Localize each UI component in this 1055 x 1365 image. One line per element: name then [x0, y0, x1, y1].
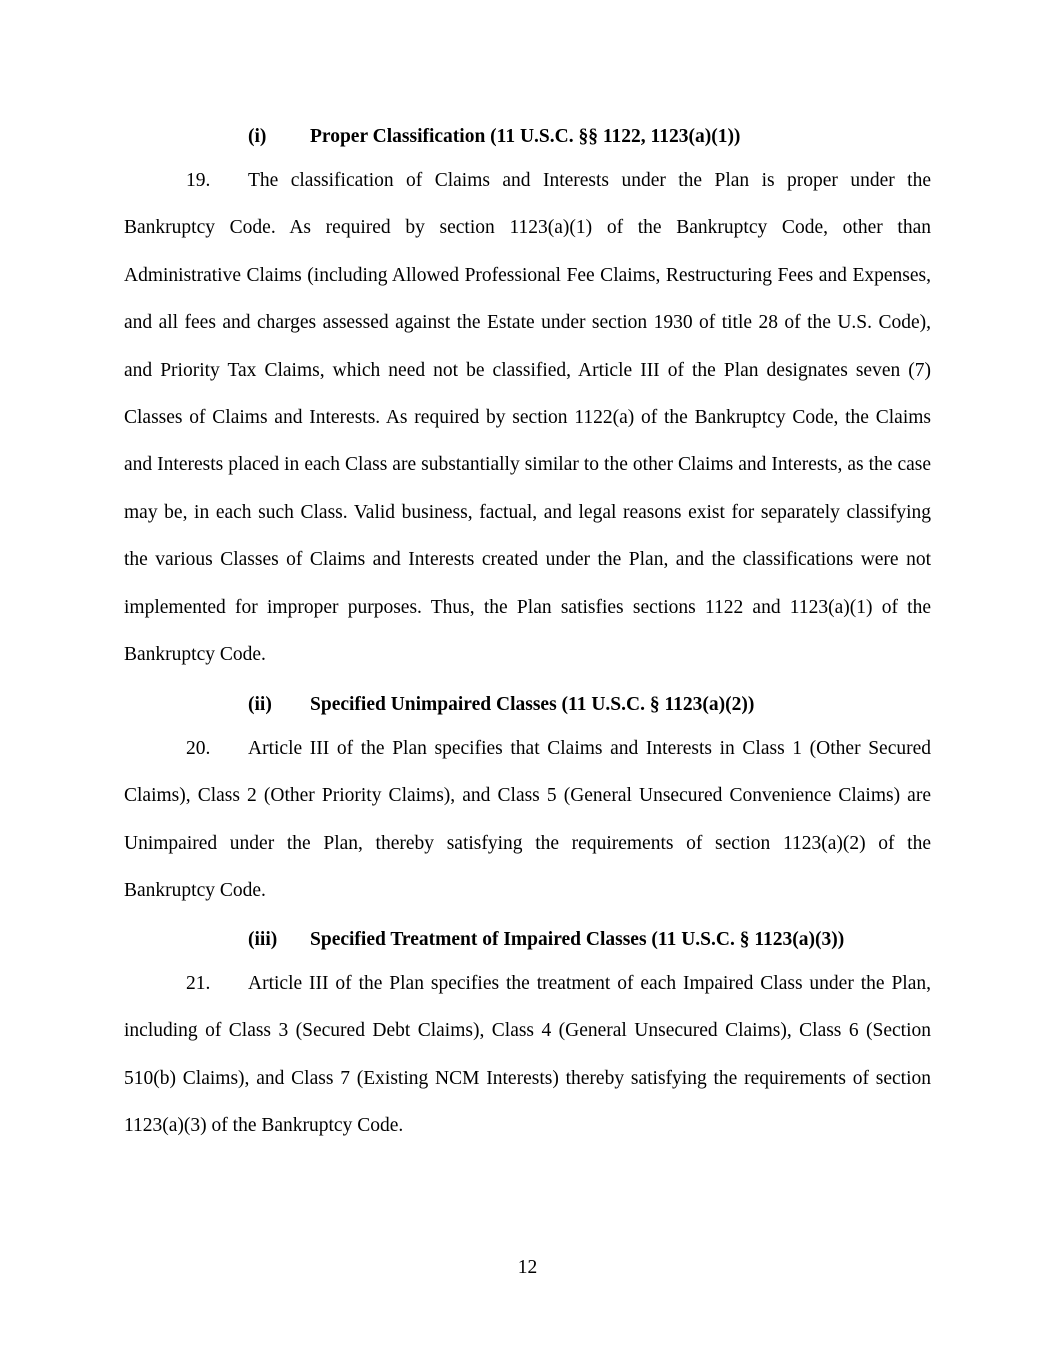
paragraph-text: Article III of the Plan specifies the treatment of each Impaired Class under the Plan, including of Class 3 (Secured Debt Claims), Class 4 (General Unsecured Claims), Class 6 (Section 510(b) Claims), and Class 7 (Existing NCM Interests) thereby satisfying the requirements of section 1123(a)(3) of the Bankruptcy Code.: [124, 973, 931, 1137]
heading-title: Specified Unimpaired Classes (11 U.S.C. § 1123(a)(2)): [310, 694, 755, 715]
page-number: 12: [517, 1257, 538, 1278]
paragraph-20: [124, 725, 931, 915]
paragraph-text: The classification of Claims and Interests under the Plan is proper under the Bankruptcy Code. As required by section 1123(a)(1) of the Bankruptcy Code, other than Administrative Claims (including Allowed Professional Fee Claims, Restructuring Fees and Expenses, and all fees and charges assessed against the Estate under section 1930 of title 28 of the U.S. Code), and Priority Tax Claims, which need not be classified, Article III of the Plan designates seven (7) Classes of Claims and Interests. As required by section 1122(a) of the Bankruptcy Code, the Claims and Interests placed in each Class are substantially similar to the other Claims and Interests, as the case may be, in each such Class. Valid business, factual, and legal reasons exist for separately classifying the various Classes of Claims and Interests created under the Plan, and the classifications were not implemented for improper purposes. Thus, the Plan satisfies sections 1122 and 1123(a)(1) of the Bankruptcy Code.: [124, 170, 931, 666]
heading-number: (ii): [248, 694, 272, 715]
paragraph-text: Article III of the Plan specifies that Claims and Interests in Class 1 (Other Secured Claims), Class 2 (Other Priority Claims), and Class 5 (General Unsecured Convenience Claims) are Unimpaired under the Plan, thereby satisfying the requirements of section 1123(a)(2) of the Bankruptcy Code.: [124, 738, 931, 902]
paragraph-number: 19.: [186, 170, 211, 191]
paragraph-19: [124, 157, 931, 678]
paragraph-number: 21.: [186, 973, 211, 994]
heading-title: Specified Treatment of Impaired Classes (11 U.S.C. § 1123(a)(3)): [310, 929, 845, 950]
section-heading-i: [248, 125, 968, 149]
section-heading-ii: [248, 693, 968, 717]
heading-number: (iii): [248, 929, 278, 950]
paragraph-21: [124, 960, 931, 1150]
paragraph-number: 20.: [186, 738, 211, 759]
heading-number: (i): [248, 126, 267, 147]
section-heading-iii: [248, 928, 968, 952]
heading-title: Proper Classification (11 U.S.C. §§ 1122, 1123(a)(1)): [310, 126, 741, 147]
